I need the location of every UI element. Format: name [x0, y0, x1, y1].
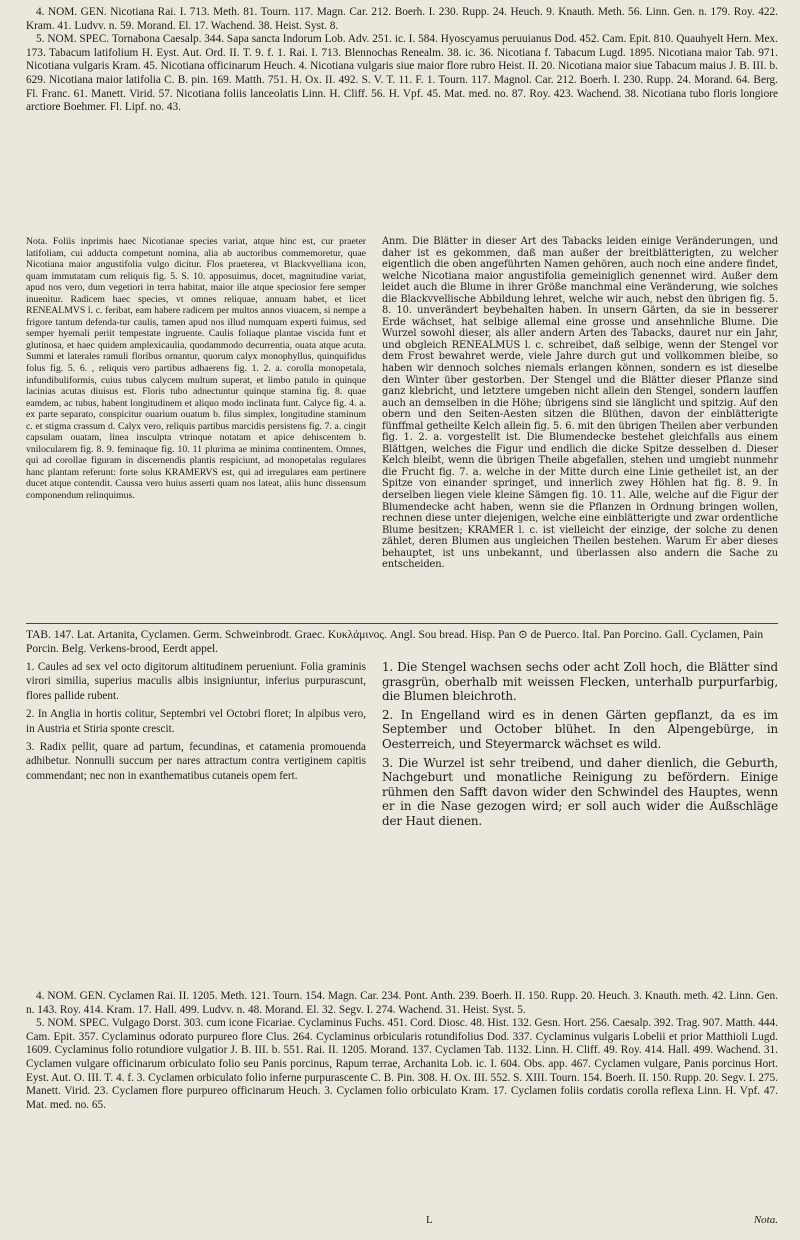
nota-german-column: [382, 236, 778, 571]
catchword: Nota.: [753, 1214, 778, 1226]
nom-spec-cyclamen: 5. NOM. SPEC. Vulgago Dorst. 303. cum icone Ficariae. Cyclaminus Fuchs. 451. Cord. Diosc. 48. Hist. 132. Gesn. Hort. 256. Caesalp. 392. Trag. 907. Matth. 444. Cam. Epit. 357. Cyclaminus odorato purpureo flore Clus. 264. Cyclaminus orbicularis rotundifolius Dod. 337. Cyclaminus vulgaris Lobelii et prior Matthioli Lugd. 1609. Cyclaminus folio rotundiore vulgatior J. B. III. b. 551. Rai. II. 1205. Morand. 137. Cyclamen Tab. 1132. Linn. H. Cliff. 49. Roy. 414. Hall. 499. Wachend. 31. Cyclamen vulgare officinarum orbiculato folio seu Panis porcinus, Rapum terrae, Archanita Lob. ic. I. 604. Obs. app. 467. Cyclamen vulgare, Panis porcinus Hort. Eyst. Aut. O. III. T. 4. f. 3. Cyclamen orbiculato folio inferne purpurascente C. B. Pin. 308. H. Ox. III. 552. S. XIII. Tourn. 154. Boerh. II. 150. Rupp. 20. Segv. I. 275. Manett. Virid. 23. Cyclamen flore purpureo officinarum Heuch. 3. Cyclamen folio orbiculato Kram. 17. Cyclamen foliis cordatis corolla reflexa Linn. H. Vpf. 47. Mat. med. no. 65.: [26, 1017, 778, 1111]
nom-gen-cyclamen: 4. NOM. GEN. Cyclamen Rai. II. 1205. Meth. 121. Tourn. 154. Magn. Car. 234. Pont. Anth. 239. Boerh. II. 150. Rupp. 20. Heuch. 3. Knauth. meth. 42. Linn. Gen. n. 143. Roy. 414. Kram. 17. Hall. 499. Ludvv. n. 48. Morand. El. 32. Segv. I. 274. Wachend. 31. Heist. Syst. 5.: [26, 990, 778, 1016]
tab-german-column: [382, 660, 778, 833]
tab-columns: [26, 660, 778, 980]
nota-latin: Nota. Foliis inprimis haec Nicotianae species variat, atque hinc est, cur praeter latifoliam, cui adducta competunt nomina, alia ab auctoribus commemoretur, quae Nicotiana maior angustifolia vulgo dicitur. Flos praeterea, vt Blackvvelliana icon, quam immutatam cum reliquis fig. 5. S. 10. apposuimus, docet, magnitudine variat, apud nos vero, dum vegetiori in terra habitat, maior ille atque speciosior fere semper inuenitur. Radicem haec species, vt omnes reliquae, annuam habet, et licet RENEALMVS l. c. feribat, eam habere radicem per multos annos viuacem, si nempe a frigore tantum defenda-tur caulis, tamen apud nos illud numquam experti fuimus, sed semper hyemali periit tempestate ingruente. Caulis foliaque plantae viscida funt et glutinosa, et haec quidem amplexicaulia, quodammodo decurrentia, ouata atque acuta. Summi et laterales ramuli floribus ornantur, quorum calyx monophyllus, quinquifidus folus fig. 5. 6. , reliquis vero partibus adhaerens fig. 1. 2. a. corolla monopetala, infundibuliformis, cuius tubus calycem multum superat, et limbo patulo in quinque lacinias acutas diuisus est. Floris tubo adnectuntur quinque stamina fig. 8. quae eamdem, ac tubus, habent longitudinem et aliquo modo inclinata funt. Calyce fig. 4. a. ex parte separato, conspicitur ouarium ouatum b. filus simplex, longitudine staminum c. et stigma crassum d. Calyx vero, reliquis partibus marcidis persistens fig. 7. a. cingit capsulam ouatam, linea insculpta vtrinque notatam et apice dehiscentem b. vnilocularem fig. 8. 9. feminaque fig. 10. 11 plurima ae minima continentem. Omnes, qui ad corollae figuram in discernendis plantis respiciunt, ad monopetalas regulares hanc plantam referunt: forte solus KRAMERVS est, qui ad irregulares eam pertinere ducet atque contendit. Caussa vero huius asserti quam nos lateat, aliis hunc dissensum componendum relinquimus.: [26, 236, 366, 502]
section-divider: [26, 623, 778, 624]
nom-gen-nicotiana: 4. NOM. GEN. Nicotiana Rai. I. 713. Meth. 81. Tourn. 117. Magn. Car. 212. Boerh. I. 230. Rupp. 24. Heuch. 9. Knauth. Meth. 56. Linn. Gen. n. 179. Roy. 422. Kram. 41. Ludvv. n. 59. Morand. El. 17. Wachend. 38. Heist. Syst. 8.: [26, 6, 778, 32]
nom-spec-nicotiana: 5. NOM. SPEC. Tornabona Caesalp. 344. Sapa sancta Indorum Lob. Adv. 251. ic. I. 584. Hyoscyamus peruuianus Dod. 452. Cam. Epit. 810. Quauhyelt Hern. Mex. 173. Tabacum latifolium H. Eyst. Aut. Ord. II. T. 9. f. 1. Rai. I. 713. Blennochas Renealm. 38. ic. 36. Nicotiana f. Tabacum Lugd. 1895. Nicotiana maior Tab. 971. Nicotiana vulgaris Kram. 45. Nicotiana officinarum Heuch. 4. Nicotiana vulgaris siue maior flore rubro Heist. II. 20. Nicotiana maior siue Tabacum maius J. B. III. b. 629. Nicotiana maior latifolia C. B. pin. 169. Matth. 751. H. Ox. II. 492. S. V. T. 11. F. 1. Tourn. 117. Magnol. Car. 212. Boerh. I. 230. Rupp. 24. Morand. 64. Berg. Fl. Franc. 61. Manett. Virid. 57. Nicotiana foliis lanceolatis Linn. H. Cliff. 56. H. Vpf. 45. Mat. med. no. 87. Roy. 423. Wachend. 38. Nicotiana tubo floris longiore arctiore Boehmer. Fl. Lipf. no. 43.: [26, 33, 778, 114]
tab-item-latin-1: 1. Caules ad sex vel octo digitorum altitudinem perueniunt. Folia graminis virori similia, superius maculis albis insigniuntur, inferius purpurascunt, flores pallide rubent.: [26, 661, 366, 702]
tab-item-german-3: 3. Die Wurzel ist sehr treibend, und daher dienlich, die Geburth, Nachgeburt und monatliche Reinigung zu befördern. Einige rühmen den Safft davon wider den Schwindel des Hauptes, wenn er in die Nase gezogen wird; er soll auch wider die Außschläge der Haut dienen.: [382, 755, 778, 828]
tab-item-latin-2: 2. In Anglia in hortis colitur, Septembri vel Octobri floret; In alpibus vero, in Austria et Stiria sponte crescit.: [26, 708, 366, 735]
tab-heading: TAB. 147. Lat. Artanita, Cyclamen. Germ. Schweinbrodt. Graec. Κυκλάμινος. Angl. Sou bread. Hisp. Pan ⊙ de Puerco. Ital. Pan Porcino. Gall. Cyclamen, Pain Porcin. Belg. Verkens-brood, Eerdt appel.: [26, 629, 764, 655]
signature-mark: L: [426, 1214, 433, 1226]
tab-latin-column: [26, 660, 366, 787]
page-footer: [26, 1214, 778, 1230]
tab-nomenclature: [26, 990, 778, 1112]
nota-columns: [26, 236, 778, 571]
top-section: [26, 6, 778, 115]
nota-german: Anm. Die Blätter in dieser Art des Tabacks leiden einige Veränderungen, und daher ist es gekommen, daß man außer der breitblätterigten, zu welcher eigentlich die oben angeführten Namen gehören, auch noch eine andere findet, welche Nicotiana maior angustifolia gemeiniglich genennet wird. Außer dem leidet auch die Blume in ihrer Größe manchmal eine Veränderung, wie solches die Blackvvellische Abbildung lehret, welche wir auch, nebst den übrigen fig. 5. 8. 10. unverändert beybehalten haben. In unsern Gärten, da sie in besserer Erde wächset, hat selbige allemal eine grosse und ansehnliche Blume. Die Wurzel sowohl dieser, als aller andern Arten des Tabacks, dauret nur ein Jahr, und obgleich RENEALMUS l. c. schreibet, daß selbige, wenn der Stengel vor dem Frost bewahret werde, viele Jahre durch gut und vollkommen bleibe, so haben wir dennoch solches niemals erlangen können, sondern es ist dieselbe den Winter über gestorben. Der Stengel und die Blätter dieser Pflanze sind ganz klebricht, und letztere umgeben nicht allein den Stengel, sondern lauffen auch an demselben in die Höhe; übrigens sind sie länglicht und spitzig. Auf den obern und den Seiten-Aesten sitzen die Blüthen, davon der einblätterigte fünffmal getheilte Kelch allein fig. 5. 6. mit den übrigen Theilen aber verbunden fig. 1. 2. a. vorgestellt ist. Die Blumendecke bestehet gleichfalls aus einem Blättgen, welches die Figur und endlich die dicke Spitze desselben d. Dieser Kelch bleibt, wenn die übrigen Theile abgefallen, stehen und umgiebt nunmehr die Frucht fig. 7. a. welche in der Mitte durch eine Linie getheilet ist, an der Spitze von einander springet, und innerlich zwey Höhlen hat fig. 8. 9. In derselben liegen viele kleine Sämgen fig. 10. 11. Alle, welche auf die Figur der Blumendecke acht haben, wenn sie die Pflanzen in Ordnung bringen wollen, rechnen diese unter diejenigen, welche eine einblätterigte und zwar ordentliche Blume besitzen; KRAMER l. c. ist vielleicht der einzige, der solche zu denen zählet, deren Blumen aus ungleichen Theilen bestehen. Warum Er aber dieses behauptet, ist uns unbekannt, und überlassen also andern die Sache zu entscheiden.: [382, 236, 778, 571]
tab-item-latin-3: 3. Radix pellit, quare ad partum, fecundinas, et catamenia promouenda adhibetur. Nonnulli succum per nares attractum contra vertiginem capitis commendant; nec non in exanthematibus cutaneis opem fert.: [26, 741, 366, 782]
tab-item-german-2: 2. In Engelland wird es in denen Gärten gepflanzt, da es im September und October blühet. In den Alpengebürge, in Oesterreich, und Steyermarck wächset es wild.: [382, 707, 778, 751]
tab-item-german-1: 1. Die Stengel wachsen sechs oder acht Zoll hoch, die Blätter sind grasgrün, oberhalb mit weissen Flecken, unterhalb purpurfarbig, die Blumen bleichroth.: [382, 660, 778, 704]
nota-latin-column: [26, 236, 366, 502]
